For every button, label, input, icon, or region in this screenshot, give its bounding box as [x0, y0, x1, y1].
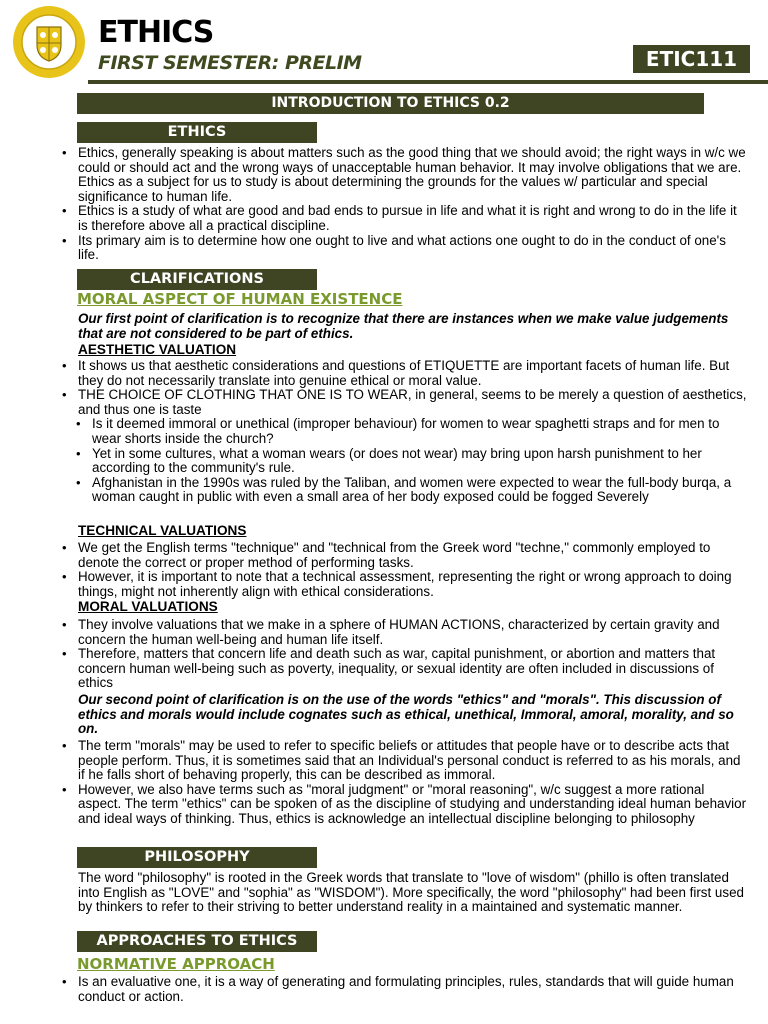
first-clarification-text: Our first point of clarification is to recognize that there are instances when we make value judgements that are not considered to be part of ethics.	[78, 311, 729, 341]
document-subtitle: FIRST SEMESTER: PRELIM	[98, 52, 362, 74]
subheading-moral-aspect: MORAL ASPECT OF HUMAN EXISTENCE	[77, 290, 403, 308]
section-heading-clarifications: CLARIFICATIONS	[77, 269, 317, 290]
section-heading-ethics: ETHICS	[77, 122, 317, 143]
section-heading-philosophy: PHILOSOPHY	[77, 847, 317, 868]
moral-bullet-list	[78, 618, 750, 691]
list-item: • Afghanistan in the 1990s was ruled by the Taliban, and women were expected to wear the full-body burqa, a woman caught in public with even a small area of her body exposed could be fogged Severely	[92, 476, 750, 505]
list-item: • Its primary aim is to determine how one ought to live and what actions one ought to do in the conduct of one's life.	[78, 234, 750, 263]
aesthetic-valuation-heading: AESTHETIC VALUATION	[78, 342, 237, 357]
list-item: • The term "morals" may be used to refer to specific beliefs or attitudes that people have or to describe acts that people perform. Thus, it is sometimes said that an Individual's personal conduct is referred to as his morals, and if he falls short of behaving properly, this can be described as immoral.	[78, 739, 750, 783]
list-item: • They involve valuations that we make in a sphere of HUMAN ACTIONS, characterized by certain gravity and concern the human well-being and human life itself.	[78, 618, 750, 647]
list-item: • Yet in some cultures, what a woman wears (or does not wear) may bring upon harsh punishment to her according to the community's rule.	[92, 447, 750, 476]
list-item: • THE CHOICE OF CLOTHING THAT ONE IS TO WEAR, in general, seems to be merely a question of aesthetics, and thus one is taste	[78, 388, 750, 417]
ethics-morals-bullet-list	[78, 739, 750, 827]
aesthetic-bullet-list	[78, 359, 750, 505]
second-clarification-text: Our second point of clarification is on the use of the words "ethics" and "morals". This discussion of ethics and morals would include cognates such as ethical, unethical, Immoral, amoral, morality, and so on.	[78, 692, 734, 737]
document-title: ETHICS	[98, 15, 214, 50]
technical-valuations-heading: TECHNICAL VALUATIONS	[78, 523, 247, 538]
course-code-badge: ETIC111	[633, 45, 750, 73]
list-item: • We get the English terms "technique" and "technical from the Greek word "techne," commonly employed to denote the correct or proper method of performing tasks.	[78, 541, 750, 570]
list-item: • However, it is important to note that a technical assessment, representing the right or wrong approach to doing things, might not inherently align with ethical considerations.	[78, 570, 750, 599]
philosophy-text: The word "philosophy" is rooted in the Greek words that translate to "love of wisdom" (phillo is often translated into English as "LOVE" and "sophia" as "WISDOM"). More specifically, the word "philosophy" had been first used by thinkers to refer to their striving to better understand reality in a maintained and systematic manner.	[78, 870, 744, 915]
technical-bullet-list	[78, 541, 750, 599]
school-seal-logo	[12, 5, 86, 79]
ethics-bullet-list	[78, 146, 750, 263]
list-item: • Is an evaluative one, it is a way of generating and formulating principles, rules, standards that will guide human conduct or action.	[78, 975, 750, 1004]
list-item: • Ethics, generally speaking is about matters such as the good thing that we should avoid; the right ways in w/c we could or should act and the wrong ways of unacceptable human behavior. It may involve obligations that we are. Ethics as a subject for us to study is about determining the grounds for the values w/ particular and special significance to human life.	[78, 146, 750, 204]
list-item: • However, we also have terms such as "moral judgment" or "moral reasoning", w/c suggest a more rational aspect. The term "ethics" can be spoken of as the discipline of studying and understanding ideal human behavior and ideal ways of thinking. Thus, ethics is acknowledge an intellectual discipline belonging to philosophy	[78, 783, 750, 827]
list-item: • It shows us that aesthetic considerations and questions of ETIQUETTE are important facets of human life. But they do not necessarily translate into genuine ethical or moral value.	[78, 359, 750, 388]
normative-bullet-list	[78, 975, 750, 1004]
moral-valuations-heading: MORAL VALUATIONS	[78, 599, 218, 614]
header-divider	[88, 80, 768, 84]
list-item: • Is it deemed immoral or unethical (improper behaviour) for women to wear spaghetti straps and for men to wear shorts inside the church?	[92, 417, 750, 446]
main-title-bar: INTRODUCTION TO ETHICS 0.2	[77, 93, 704, 114]
list-item: • Therefore, matters that concern life and death such as war, capital punishment, or abortion and matters that concern human well-being such as poverty, inequality, or sexual identity are often included in discussions of ethics	[78, 647, 750, 691]
section-heading-approaches: APPROACHES TO ETHICS	[77, 931, 317, 952]
subheading-normative-approach: NORMATIVE APPROACH	[77, 955, 275, 973]
list-item: • Ethics is a study of what are good and bad ends to pursue in life and what it is right and wrong to do in the life it is therefore above all a practical discipline.	[78, 204, 750, 233]
